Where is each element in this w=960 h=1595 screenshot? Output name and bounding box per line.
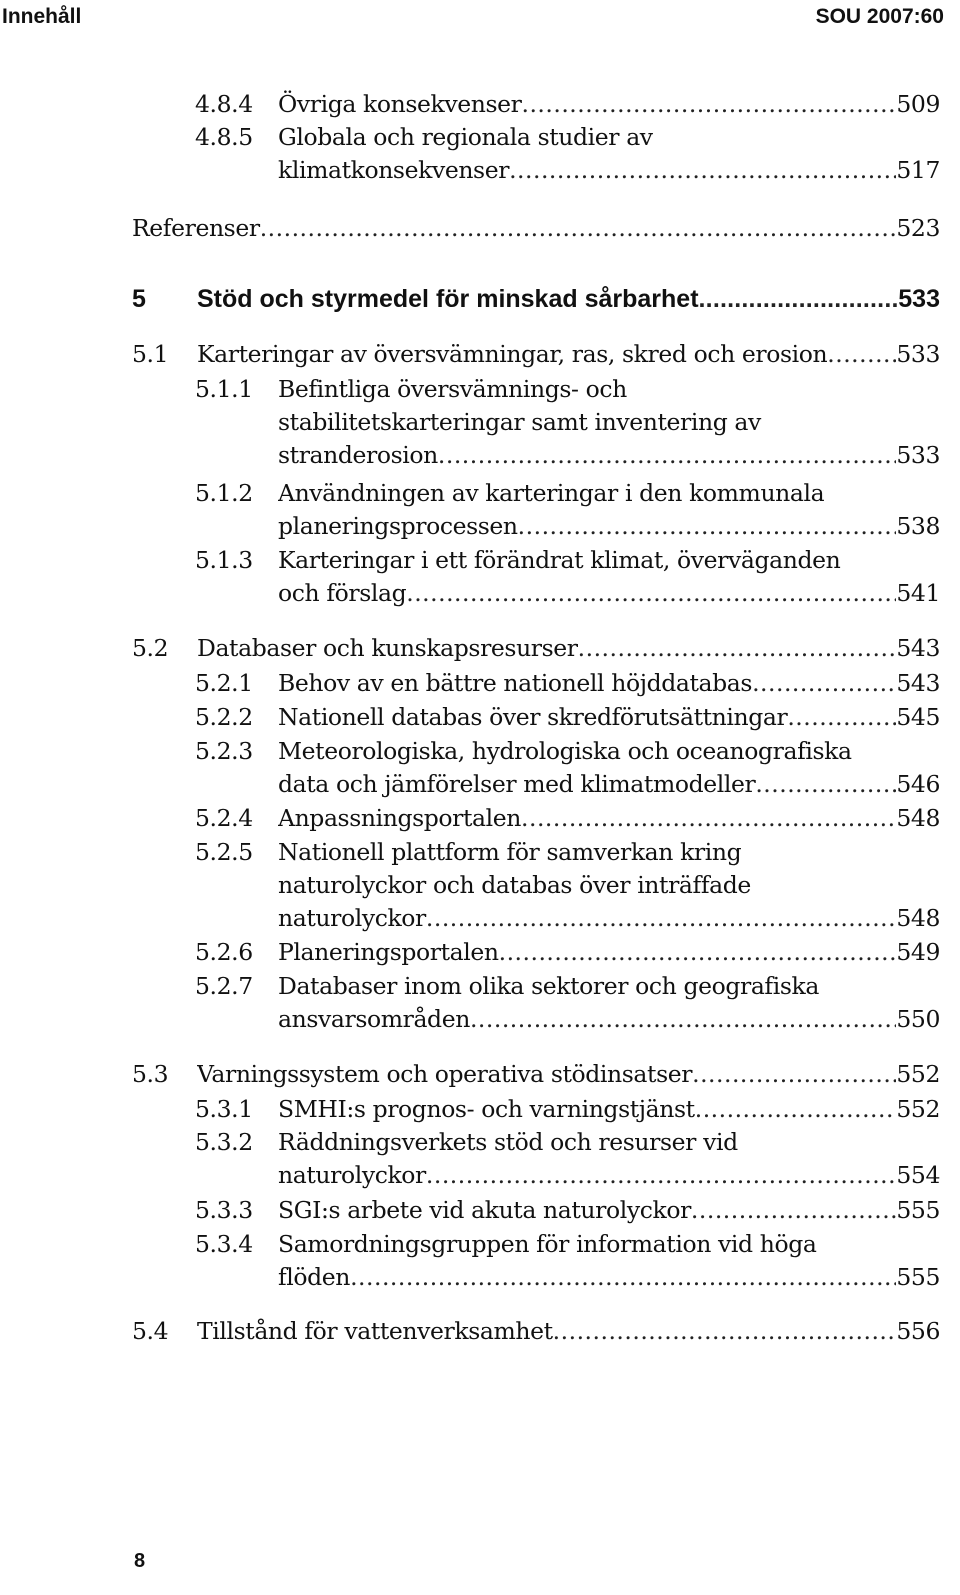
toc-entry-page: 552: [896, 1095, 940, 1123]
toc-entry[interactable]: [195, 936, 940, 969]
toc-entry-title: SMHI:s prognos- och varningstjänst: [278, 1095, 695, 1123]
toc-entry-title: Planeringsportalen: [278, 938, 499, 966]
toc-entry-number: 5.1: [132, 340, 169, 368]
toc-entry-number: 5.2.1: [195, 669, 253, 697]
toc-entry-number: 5.3.4: [195, 1230, 253, 1258]
section-title: Innehåll: [2, 5, 82, 28]
toc-entry-page: 517: [896, 156, 940, 184]
dot-leader: [691, 1194, 896, 1227]
toc-entry[interactable]: [132, 632, 940, 665]
toc-entry[interactable]: [195, 701, 940, 734]
dot-leader: [470, 1003, 896, 1036]
toc-entry[interactable]: [195, 667, 940, 700]
toc-entry-title-cont: data och jämförelser med klimatmodeller: [278, 770, 756, 798]
toc-entry-title-cont: naturolyckor: [278, 1161, 426, 1189]
toc-entry-page: 555: [896, 1263, 940, 1291]
toc-entry-title: Nationell plattform för samverkan kring: [278, 838, 742, 866]
toc-entry-title: Karteringar i ett förändrat klimat, överväganden: [278, 546, 841, 574]
toc-entry[interactable]: [195, 544, 940, 610]
toc-entry-number: 5.1.2: [195, 479, 253, 507]
toc-entry-page: 554: [896, 1161, 940, 1189]
toc-entry-page: 549: [896, 938, 940, 966]
dot-leader: [692, 1058, 896, 1091]
toc-entry-title: Räddningsverkets stöd och resurser vid: [278, 1128, 738, 1156]
toc-entry[interactable]: [195, 88, 940, 121]
toc-entry-page: 546: [896, 770, 940, 798]
toc-entry-title: Övriga konsekvenser: [278, 90, 522, 118]
toc-entry[interactable]: [195, 121, 940, 187]
toc-chapter-entry[interactable]: [132, 283, 940, 316]
toc-entry-title: Databaser inom olika sektorer och geografiska: [278, 972, 819, 1000]
toc-entry-title: Anpassningsportalen: [278, 804, 522, 832]
toc-entry-page: 555: [896, 1196, 940, 1224]
dot-leader: [578, 632, 897, 665]
toc-entry-page: 509: [896, 90, 940, 118]
toc-entry-number: 5.2.4: [195, 804, 253, 832]
toc-entry-page: 545: [896, 703, 940, 731]
dot-leader: [521, 88, 896, 121]
toc-entry[interactable]: [195, 1093, 940, 1126]
toc-entry-number: 5.1.3: [195, 546, 253, 574]
toc-entry-title-cont: naturolyckor och databas över inträffade: [278, 871, 751, 899]
toc-entry[interactable]: [195, 1194, 940, 1227]
toc-entry-title-cont: planeringsprocessen: [278, 512, 518, 540]
dot-leader: [553, 1315, 897, 1348]
toc-entry-title-cont: ansvarsområden: [278, 1005, 470, 1033]
toc-entry-page: 556: [896, 1317, 940, 1345]
toc-entry-title-cont: flöden: [278, 1263, 351, 1291]
toc-entry[interactable]: [132, 1058, 940, 1091]
dot-leader: [521, 802, 896, 835]
toc-entry-page: 533: [896, 340, 940, 368]
toc-entry-title: Behov av en bättre nationell höjddatabas: [278, 669, 753, 697]
toc-entry-page: 533: [896, 441, 940, 469]
toc-entry-page: 543: [896, 634, 940, 662]
toc-entry[interactable]: [195, 1126, 940, 1192]
dot-leader: [695, 1093, 897, 1126]
dot-leader: [499, 936, 897, 969]
dot-leader: [350, 1261, 896, 1294]
toc-entry-title-cont: klimatkonsekvenser: [278, 156, 510, 184]
toc-entry[interactable]: [195, 373, 940, 472]
dot-leader: [827, 338, 896, 371]
toc-entry-title: Referenser: [132, 214, 260, 242]
page-number: 8: [134, 1550, 146, 1572]
toc-entry-title-cont: stranderosion: [278, 441, 438, 469]
toc-entry[interactable]: [132, 338, 940, 371]
toc-entry-title: Användningen av karteringar i den kommunala: [278, 479, 825, 507]
toc-entry[interactable]: [132, 1315, 940, 1348]
toc-entry-number: 5.3.2: [195, 1128, 253, 1156]
toc-entry-page: 523: [896, 214, 940, 242]
toc-entry-page: 548: [896, 904, 940, 932]
toc-entry-number: 5: [132, 285, 146, 313]
toc-entry-title-cont: och förslag: [278, 579, 407, 607]
toc-entry-title: Databaser och kunskapsresurser: [197, 634, 578, 662]
toc-entry[interactable]: [195, 836, 940, 935]
dot-leader: [426, 1159, 896, 1192]
toc-entry-number: 5.3.3: [195, 1196, 253, 1224]
toc-entry-title: Befintliga översvämnings- och: [278, 375, 627, 403]
toc-entry[interactable]: [195, 477, 940, 543]
toc-entry-number: 5.2: [132, 634, 169, 662]
toc-entry-title: Samordningsgruppen för information vid höga: [278, 1230, 817, 1258]
toc-entry[interactable]: [195, 1228, 940, 1294]
toc-entry-title: Meteorologiska, hydrologiska och oceanografiska: [278, 737, 852, 765]
toc-entry-page: 541: [896, 579, 940, 607]
toc-entry-number: 4.8.5: [195, 123, 253, 151]
dot-leader: [509, 154, 896, 187]
dot-leader: [426, 902, 896, 935]
toc-entry-number: 5.3.1: [195, 1095, 253, 1123]
toc-entry-page: 543: [896, 669, 940, 697]
dot-leader: [406, 577, 896, 610]
toc-entry-page: 533: [898, 285, 940, 313]
toc-entry-number: 5.2.6: [195, 938, 253, 966]
toc-entry[interactable]: [195, 735, 940, 801]
toc-entry-number: 5.2.3: [195, 737, 253, 765]
toc-entry-page: 550: [896, 1005, 940, 1033]
dot-leader: [755, 768, 896, 801]
toc-entry-title: SGI:s arbete vid akuta naturolyckor: [278, 1196, 691, 1224]
toc-entry-number: 5.4: [132, 1317, 169, 1345]
toc-entry[interactable]: [195, 970, 940, 1036]
document-id: SOU 2007:60: [815, 5, 944, 28]
toc-entry-title: Nationell databas över skredförutsättningar: [278, 703, 788, 731]
toc-entry-title: Varningssystem och operativa stödinsatser: [197, 1060, 693, 1088]
toc-entry-number: 5.2.7: [195, 972, 253, 1000]
toc-entry-number: 5.2.5: [195, 838, 253, 866]
toc-entry-title: Globala och regionala studier av: [278, 123, 653, 151]
dot-leader: [438, 439, 896, 472]
toc-entry-page: 548: [896, 804, 940, 832]
toc-entry-number: 5.2.2: [195, 703, 253, 731]
dot-leader: [699, 283, 899, 316]
toc-entry-number: 5.3: [132, 1060, 169, 1088]
toc-entry-page: 552: [896, 1060, 940, 1088]
toc-entry-title-cont: stabilitetskarteringar samt inventering av: [278, 408, 761, 436]
toc-entry-title: Tillstånd för vattenverksamhet: [197, 1317, 553, 1345]
dot-leader: [518, 510, 897, 543]
dot-leader: [787, 701, 896, 734]
toc-entry-number: 4.8.4: [195, 90, 253, 118]
toc-entry-page: 538: [896, 512, 940, 540]
toc-entry-references[interactable]: [132, 212, 940, 245]
toc-entry[interactable]: [195, 802, 940, 835]
toc-entry-title-cont: naturolyckor: [278, 904, 426, 932]
dot-leader: [752, 667, 896, 700]
toc-entry-title: Karteringar av översvämningar, ras, skred och erosion: [197, 340, 828, 368]
dot-leader: [260, 212, 897, 245]
toc-entry-title: Stöd och styrmedel för minskad sårbarhet: [197, 285, 699, 313]
toc-entry-number: 5.1.1: [195, 375, 253, 403]
